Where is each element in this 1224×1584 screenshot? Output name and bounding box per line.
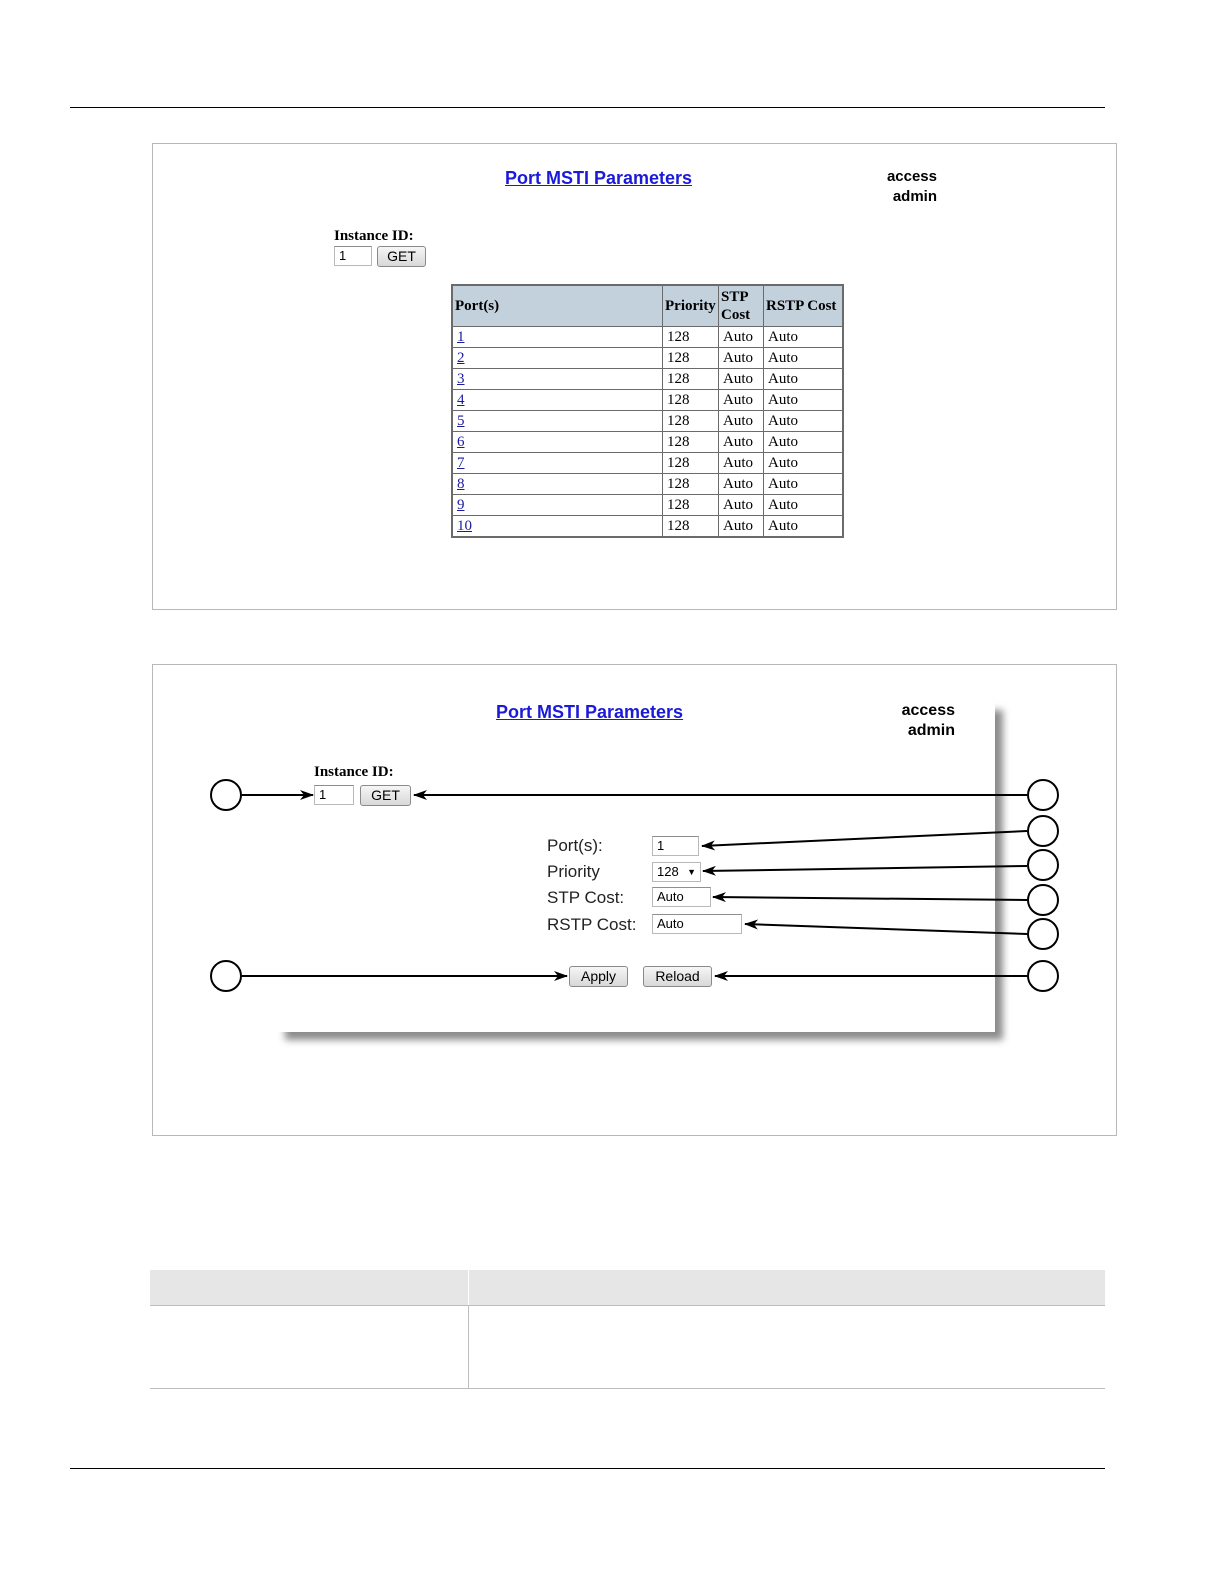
priority-cell: 128	[663, 411, 719, 432]
rstp-cost-cell: Auto	[764, 369, 844, 390]
priority-cell: 128	[663, 390, 719, 411]
port-cell	[452, 348, 663, 369]
get-button[interactable]: GET	[360, 785, 411, 806]
port-cell	[452, 516, 663, 538]
priority-cell: 128	[663, 348, 719, 369]
table-row	[452, 432, 843, 453]
user-info	[853, 167, 937, 207]
page-title-link[interactable]: Port MSTI Parameters	[505, 168, 693, 188]
priority-cell: 128	[663, 327, 719, 348]
priority-label: Priority	[547, 862, 600, 881]
page-title-link[interactable]: Port MSTI Parameters	[496, 702, 684, 722]
priority-cell: 128	[663, 432, 719, 453]
port-cell	[452, 369, 663, 390]
header-cell-parameter	[150, 1270, 469, 1305]
rstp-cost-cell: Auto	[764, 327, 844, 348]
chevron-down-icon: ▼	[687, 867, 696, 877]
arrow-priority	[703, 866, 1027, 871]
rstp-cost-cell: Auto	[764, 495, 844, 516]
rstp-cost-cell: Auto	[764, 432, 844, 453]
callout-circle	[1027, 884, 1059, 916]
priority-cell: 128	[663, 516, 719, 538]
stp-cost-label: STP Cost:	[547, 888, 625, 907]
port-link[interactable]: 3	[457, 371, 465, 387]
rstp-cost-label: RSTP Cost:	[547, 915, 637, 934]
get-button[interactable]: GET	[377, 246, 426, 267]
port-cell	[452, 495, 663, 516]
port-cell	[452, 411, 663, 432]
instance-id-label: Instance ID:	[314, 764, 394, 780]
port-link[interactable]: 6	[457, 434, 465, 450]
callout-circle	[1027, 849, 1059, 881]
stp-cost-cell: Auto	[719, 453, 764, 474]
callout-circle	[1027, 918, 1059, 950]
port-link[interactable]: 5	[457, 413, 465, 429]
priority-value: 128	[657, 864, 679, 879]
access-level: access	[901, 702, 955, 719]
column-divider	[468, 1306, 469, 1388]
stp-cost-cell: Auto	[719, 327, 764, 348]
port-link[interactable]: 8	[457, 476, 465, 492]
table-row	[150, 1306, 1105, 1389]
priority-cell: 128	[663, 474, 719, 495]
port-link[interactable]: 4	[457, 392, 465, 408]
table-row	[452, 348, 843, 369]
port-link[interactable]: 9	[457, 497, 465, 513]
callout-circle	[1027, 960, 1059, 992]
apply-button[interactable]: Apply	[569, 966, 628, 987]
rstp-cost-cell: Auto	[764, 390, 844, 411]
port-link[interactable]: 7	[457, 455, 465, 471]
port-cell	[452, 474, 663, 495]
rstp-cost-cell: Auto	[764, 348, 844, 369]
col-rstp-cost: RSTP Cost	[764, 285, 844, 327]
reload-button[interactable]: Reload	[643, 966, 712, 987]
arrow-ports	[702, 831, 1027, 846]
col-stp-line2: Cost	[721, 307, 751, 323]
stp-cost-cell: Auto	[719, 495, 764, 516]
table-row	[452, 327, 843, 348]
rstp-cost-cell: Auto	[764, 474, 844, 495]
table-row	[452, 495, 843, 516]
table-header-row	[452, 285, 843, 327]
stp-cost-input[interactable]: Auto	[652, 887, 711, 907]
arrow-rstp-cost	[745, 924, 1027, 934]
col-stp-cost	[719, 285, 764, 327]
port-cell	[452, 432, 663, 453]
stp-cost-cell: Auto	[719, 348, 764, 369]
user-name: admin	[892, 188, 937, 205]
user-name: admin	[907, 722, 955, 739]
table-row	[452, 369, 843, 390]
priority-cell: 128	[663, 495, 719, 516]
rstp-cost-cell: Auto	[764, 411, 844, 432]
table-row	[452, 516, 843, 538]
callout-circle	[210, 960, 242, 992]
port-cell	[452, 453, 663, 474]
stp-cost-cell: Auto	[719, 369, 764, 390]
port-link[interactable]: 1	[457, 329, 465, 345]
table-row	[452, 453, 843, 474]
table-row	[452, 390, 843, 411]
ports-label: Port(s):	[547, 836, 603, 855]
priority-cell: 128	[663, 369, 719, 390]
port-link[interactable]: 2	[457, 350, 465, 366]
table-row	[452, 474, 843, 495]
access-level: access	[886, 168, 937, 185]
header-rule	[70, 107, 1105, 108]
stp-cost-cell: Auto	[719, 516, 764, 538]
callout-circle	[1027, 779, 1059, 811]
stp-cost-cell: Auto	[719, 411, 764, 432]
callout-circle	[210, 779, 242, 811]
ports-input[interactable]: 1	[652, 836, 699, 856]
stp-cost-cell: Auto	[719, 390, 764, 411]
col-ports: Port(s)	[452, 285, 663, 327]
rstp-cost-cell: Auto	[764, 516, 844, 538]
callout-arrows	[153, 665, 1116, 1135]
instance-id-label: Instance ID:	[334, 228, 414, 244]
instance-id-input[interactable]: 1	[314, 785, 354, 805]
table-row	[452, 411, 843, 432]
port-msti-table	[451, 284, 844, 538]
figure-port-msti-table	[152, 143, 1117, 610]
instance-id-input[interactable]: 1	[334, 246, 372, 266]
rstp-cost-cell: Auto	[764, 453, 844, 474]
arrow-stp-cost	[713, 897, 1027, 900]
parameter-table-header	[150, 1270, 1105, 1306]
stp-cost-cell: Auto	[719, 474, 764, 495]
priority-cell: 128	[663, 453, 719, 474]
footer-rule	[70, 1468, 1105, 1469]
stp-cost-cell: Auto	[719, 432, 764, 453]
figure-port-msti-form	[152, 664, 1117, 1136]
port-cell	[452, 390, 663, 411]
rstp-cost-input[interactable]: Auto	[652, 914, 742, 934]
col-stp-line1: STP	[721, 289, 749, 305]
col-priority: Priority	[663, 285, 719, 327]
port-cell	[452, 327, 663, 348]
port-link[interactable]: 10	[457, 518, 472, 534]
callout-circle	[1027, 815, 1059, 847]
